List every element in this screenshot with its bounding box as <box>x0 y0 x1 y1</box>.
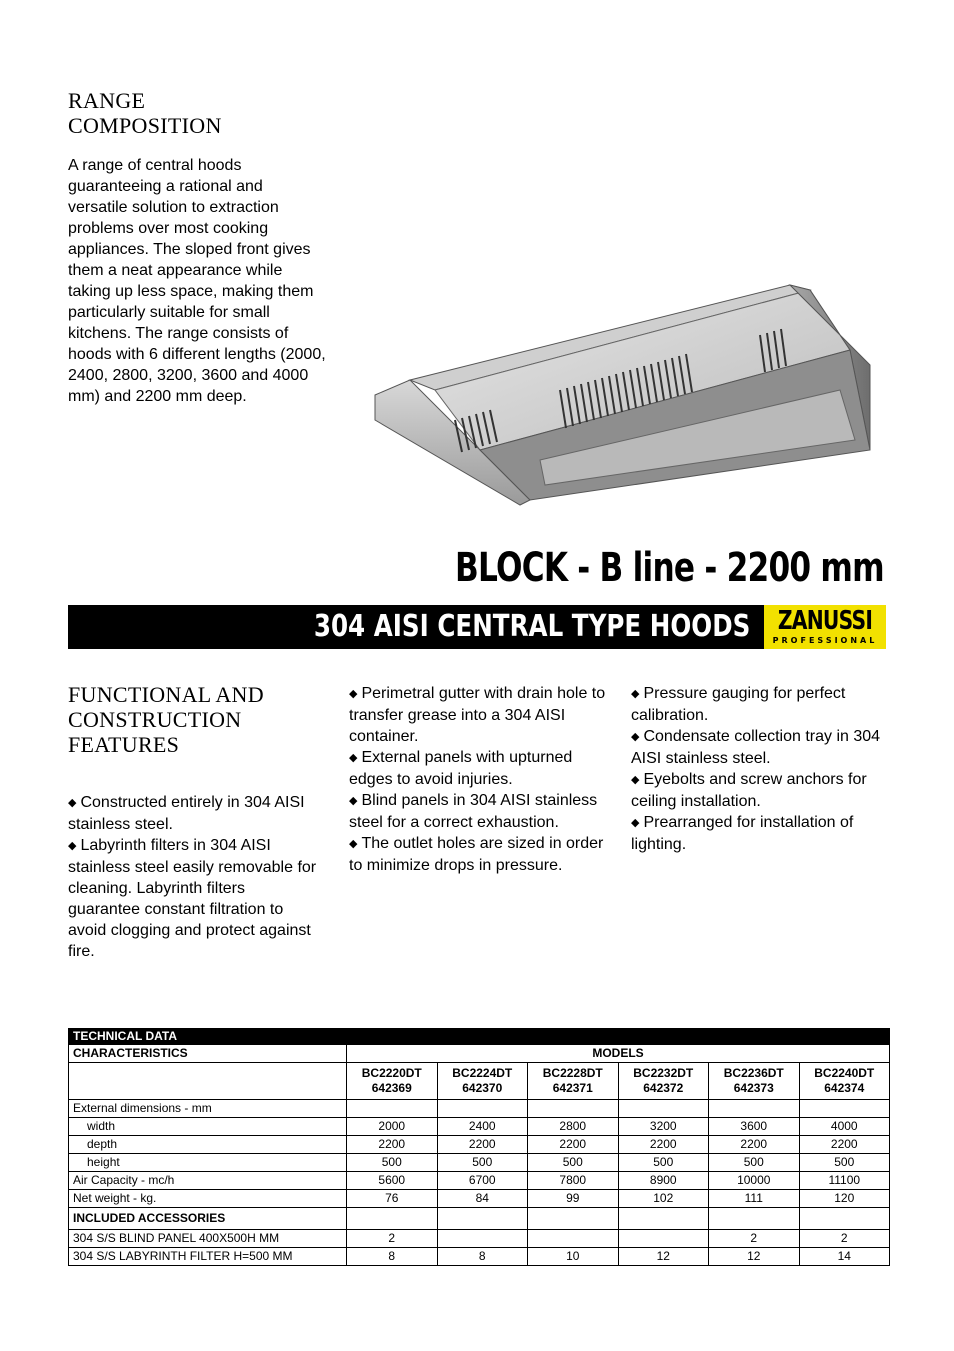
table-cell <box>347 1208 438 1230</box>
feature-item: ◆ External panels with upturned edges to avoid injuries. <box>349 749 573 788</box>
table-cell: 2 <box>347 1230 438 1248</box>
feature-item: ◆ Constructed entirely in 304 AISI stainless steel. <box>68 794 305 833</box>
table-cell: 11100 <box>799 1172 890 1190</box>
features-column-3 <box>631 683 891 855</box>
table-body <box>69 1100 890 1266</box>
table-cell: 12 <box>618 1248 709 1266</box>
model-header-cell <box>528 1063 619 1100</box>
feature-item: ◆ Eyebolts and screw anchors for ceiling installation. <box>631 771 867 810</box>
table-cell: 76 <box>347 1190 438 1208</box>
product-subtitle: 304 AISI CENTRAL TYPE HOODS <box>313 609 750 644</box>
table-cell <box>528 1100 619 1118</box>
model-code: BC2240DT <box>814 1066 875 1080</box>
model-number: 642371 <box>552 1081 593 1095</box>
row-label: 304 S/S BLIND PANEL 400X500H MM <box>69 1230 347 1248</box>
table-cell: 7800 <box>528 1172 619 1190</box>
feature-item: ◆ Condensate collection tray in 304 AISI stainless steel. <box>631 728 881 767</box>
bullet-diamond-icon: ◆ <box>68 840 77 852</box>
table-cell: 84 <box>437 1190 528 1208</box>
table-cell: 2800 <box>528 1118 619 1136</box>
technical-data-table <box>68 1028 890 1266</box>
table-cell: 8900 <box>618 1172 709 1190</box>
table-cell: 2200 <box>437 1136 528 1154</box>
table-cell <box>528 1208 619 1230</box>
bullet-diamond-icon: ◆ <box>68 797 77 809</box>
table-cell: 2000 <box>347 1118 438 1136</box>
table-cell: 4000 <box>799 1118 890 1136</box>
feature-item: ◆ Pressure gauging for perfect calibration. <box>631 685 846 724</box>
brand-subtitle: PROFESSIONAL <box>772 636 878 645</box>
table-cell <box>347 1100 438 1118</box>
models-header: MODELS <box>347 1045 890 1063</box>
table-cell: 2400 <box>437 1118 528 1136</box>
row-label: INCLUDED ACCESSORIES <box>69 1208 347 1230</box>
table-cell: 2 <box>709 1230 800 1248</box>
table-cell: 6700 <box>437 1172 528 1190</box>
table-cell <box>799 1100 890 1118</box>
table-cell: 500 <box>799 1154 890 1172</box>
model-number: 642373 <box>733 1081 774 1095</box>
table-cell: 99 <box>528 1190 619 1208</box>
brand-logo <box>764 605 886 649</box>
model-code: BC2228DT <box>542 1066 603 1080</box>
table-cell <box>528 1230 619 1248</box>
bullet-diamond-icon: ◆ <box>349 752 358 764</box>
model-code: BC2224DT <box>452 1066 513 1080</box>
feature-item: ◆ Labyrinth filters in 304 AISI stainless steel easily removable for cleaning. Labyrinth filters guarantee constant filtration to avoid clogging and protect against fire. <box>68 837 317 960</box>
table-cell <box>437 1230 528 1248</box>
feature-item: ◆ Perimetral gutter with drain hole to transfer grease into a 304 AISI container. <box>349 685 606 745</box>
row-label: height <box>69 1154 347 1172</box>
range-composition-heading: RANGE COMPOSITION <box>68 88 222 138</box>
model-number: 642369 <box>371 1081 412 1095</box>
features-column-2 <box>349 683 614 876</box>
table-cell: 120 <box>799 1190 890 1208</box>
row-label: 304 S/S LABYRINTH FILTER H=500 MM <box>69 1248 347 1266</box>
table-cell: 5600 <box>347 1172 438 1190</box>
table-cell: 10 <box>528 1248 619 1266</box>
table-cell <box>618 1208 709 1230</box>
table-row <box>69 1154 890 1172</box>
bullet-diamond-icon: ◆ <box>349 688 358 700</box>
table-row <box>69 1248 890 1266</box>
model-code: BC2232DT <box>633 1066 694 1080</box>
table-cell <box>437 1100 528 1118</box>
table-cell: 500 <box>437 1154 528 1172</box>
table-row <box>69 1208 890 1230</box>
table-cell: 2 <box>799 1230 890 1248</box>
table-row <box>69 1172 890 1190</box>
table-title: TECHNICAL DATA <box>69 1029 890 1045</box>
table-cell <box>709 1100 800 1118</box>
feature-item: ◆ Blind panels in 304 AISI stainless steel for a correct exhaustion. <box>349 792 598 831</box>
table-cell: 2200 <box>528 1136 619 1154</box>
empty-cell <box>69 1063 347 1100</box>
table-row <box>69 1136 890 1154</box>
table-cell: 3600 <box>709 1118 800 1136</box>
table-cell <box>709 1208 800 1230</box>
bullet-diamond-icon: ◆ <box>631 731 640 743</box>
table-cell: 102 <box>618 1190 709 1208</box>
model-code: BC2236DT <box>723 1066 784 1080</box>
table-cell <box>799 1208 890 1230</box>
table-cell: 8 <box>437 1248 528 1266</box>
model-header-cell <box>437 1063 528 1100</box>
table-row <box>69 1118 890 1136</box>
row-label: External dimensions - mm <box>69 1100 347 1118</box>
bullet-diamond-icon: ◆ <box>349 795 358 807</box>
bullet-diamond-icon: ◆ <box>631 688 640 700</box>
hood-product-image <box>370 280 880 510</box>
bullet-diamond-icon: ◆ <box>631 774 640 786</box>
row-label: width <box>69 1118 347 1136</box>
table-cell: 111 <box>709 1190 800 1208</box>
table-cell: 500 <box>618 1154 709 1172</box>
table-cell: 14 <box>799 1248 890 1266</box>
model-code: BC2220DT <box>361 1066 422 1080</box>
characteristics-header: CHARACTERISTICS <box>69 1045 347 1063</box>
feature-item: ◆ The outlet holes are sized in order to minimize drops in pressure. <box>349 835 604 874</box>
table-cell: 500 <box>528 1154 619 1172</box>
model-header-cell <box>347 1063 438 1100</box>
table-cell: 2200 <box>799 1136 890 1154</box>
table-cell: 500 <box>709 1154 800 1172</box>
table-cell: 12 <box>709 1248 800 1266</box>
brand-name: ZANUSSI <box>777 606 873 636</box>
table-row <box>69 1230 890 1248</box>
table-cell: 8 <box>347 1248 438 1266</box>
table-cell: 2200 <box>709 1136 800 1154</box>
model-header-cell <box>799 1063 890 1100</box>
model-header-cell <box>618 1063 709 1100</box>
table-row <box>69 1100 890 1118</box>
model-number: 642370 <box>462 1081 503 1095</box>
table-cell: 500 <box>347 1154 438 1172</box>
table-cell: 2200 <box>347 1136 438 1154</box>
range-description: A range of central hoods guaranteeing a rational and versatile solution to extraction problems over most cooking appliances. The sloped front gives them a neat appearance while taking up less space, making them particularly suitable for small kitchens. The range consists of hoods with 6 different lengths (2000, 2400, 2800, 3200, 3600 and 4000 mm) and 2200 mm deep. <box>68 157 326 405</box>
feature-item: ◆ Prearranged for installation of lighting. <box>631 814 854 853</box>
table-cell: 10000 <box>709 1172 800 1190</box>
row-label: Net weight - kg. <box>69 1190 347 1208</box>
table-cell <box>618 1230 709 1248</box>
model-number: 642374 <box>824 1081 865 1095</box>
table-cell <box>618 1100 709 1118</box>
row-label: Air Capacity - mc/h <box>69 1172 347 1190</box>
row-label: depth <box>69 1136 347 1154</box>
bullet-diamond-icon: ◆ <box>349 838 358 850</box>
table-row <box>69 1190 890 1208</box>
table-cell: 3200 <box>618 1118 709 1136</box>
table-cell: 2200 <box>618 1136 709 1154</box>
product-title: BLOCK - B line - 2200 mm <box>455 545 884 591</box>
features-heading: FUNCTIONAL AND CONSTRUCTION FEATURES <box>68 682 264 757</box>
model-number: 642372 <box>643 1081 684 1095</box>
table-cell <box>437 1208 528 1230</box>
model-header-cell <box>709 1063 800 1100</box>
features-column-1 <box>68 792 318 962</box>
model-codes-row <box>69 1063 890 1100</box>
bullet-diamond-icon: ◆ <box>631 817 640 829</box>
